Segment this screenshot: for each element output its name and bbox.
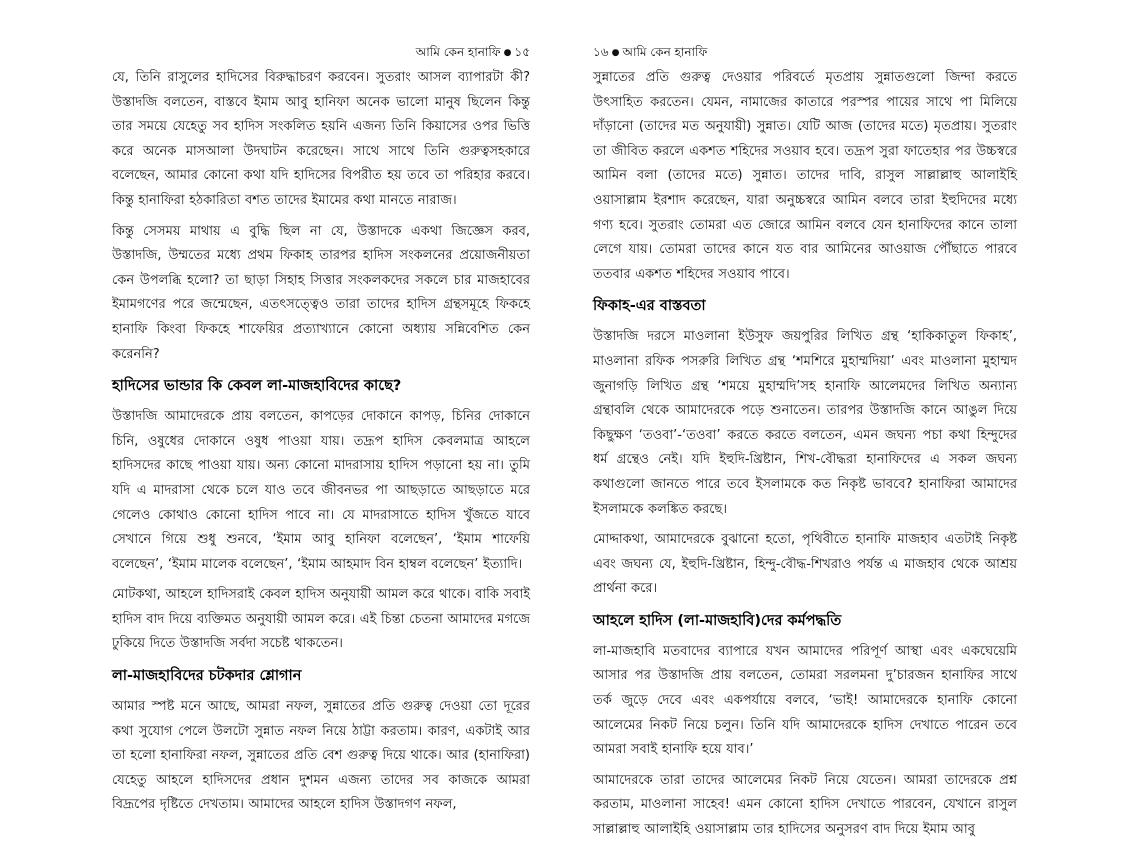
page-body — [112, 66, 530, 813]
book-title: আমি কেন হানাফি — [415, 45, 501, 59]
section-heading: ফিকাহ-এর বাস্তবতা — [593, 298, 706, 315]
running-head — [112, 44, 530, 61]
right-page — [593, 0, 1017, 838]
section-heading: আহলে হাদিস (লা-মাজহাবি)দের কর্মপদ্ধতি — [593, 612, 842, 629]
running-head — [593, 44, 1017, 61]
page-number: ১৫ — [514, 45, 530, 59]
paragraph: উস্তাদজি দরসে মাওলানা ইউসুফ জয়পুরির লিখিত গ্রন্থ ‘হাকিকাতুল ফিকাহ’, মাওলানা রফিক পসরুরি লিখিত গ্রন্থ ‘শমশিরে মুহাম্মদিয়া’ এবং মাওলানা মুহাম্মদ জুনাগড়ি লিখিত গ্রন্থ ‘শময়ে মুহাম্মদি’সহ হানাফি আলেমদের লিখিত অন্যান্য গ্রন্থাবলি থেকে আমাদেরকে পড়ে শুনাতেন। তারপর উস্তাদজি কানে আঙুল দিয়ে কিছুক্ষণ ‘তওবা’-‘তওবা’ করতে করতে বলতেন, এমন জঘন্য পচা কথা হিন্দুদের ধর্ম গ্রন্থেও নেই। যদি ইহুদি-খ্রিষ্টান, শিখ-বৌদ্ধরা হানাফিদের এ সকল জঘন্য কথাগুলো জানতে পারে তবে ইসলামকে কত নিকৃষ্ট ভাববে? হানাফিরা আমাদের ইসলামকে কলঙ্কিত করছে। — [593, 329, 1017, 517]
paragraph: যে, তিনি রাসুলের হাদিসের বিরুদ্ধাচরণ করবেন। সুতরাং আসল ব্যাপারটা কী? উস্তাদজি বলতেন, বাস্তবে ইমাম আবু হানিফা অনেক ভালো মানুষ ছিলেন কিন্তু তার সময়ে যেহেতু সব হাদিস সংকলিত হয়নি এজন্য তিনি কিয়াসের ওপর ভিত্তি করে অনেক মাসআলা উদঘাটন করেছেন। সাথে সাথে তিনি গুরুত্বসহকারে বলেছেন, আমার কোনো কথা যদি হাদিসের বিপরীত হয় তবে তা পরিহার করবে। কিন্তু হানাফিরা হঠকারিতা বশত তাদের ইমামের কথা মানতে নারাজ। — [112, 70, 530, 208]
section-heading: হাদিসের ভান্ডার কি কেবল লা-মাজহাবিদের কাছে? — [112, 378, 402, 395]
paragraph: মোদ্দাকথা, আমাদেরকে বুঝানো হতো, পৃথিবীতে হানাফি মাজহাব এতটাই নিকৃষ্ট এবং জঘন্য যে, ইহুদি-খ্রিষ্টান, হিন্দু-বৌদ্ধ-শিখরাও পর্যন্ত এ মাজহাব থেকে আশ্রয় প্রার্থনা করে। — [593, 532, 1017, 597]
paragraph: উস্তাদজি আমাদেরকে প্রায় বলতেন, কাপড়ের দোকানে কাপড়, চিনির দোকানে চিনি, ওষুধের দোকানে ওষুধ পাওয়া যায়। তদ্রূপ হাদিস কেবলমাত্র আহলে হাদিসদের কাছে পাওয়া যায়। অন্য কোনো মাদরাসায় হাদিস পড়ানো হয় না। তুমি যদি এ মাদরাসা থেকে চলে যাও তবে জীবনভর পা আছড়াতে আছড়াতে মরে গেলেও কোথাও কোনো হাদিস পাবে না। যে মাদরাসাতে হাদিস খুঁজতে যাবে সেখানে গিয়ে শুধু শুনবে, ‘ইমাম আবু হানিফা বলেছেন’, ‘ইমাম শাফেয়ি বলেছেন’, ‘ইমাম মালেক বলেছেন’, ‘ইমাম আহমাদ বিন হাম্বল বলেছেন’ ইত্যাদি। — [112, 409, 530, 572]
left-page — [112, 0, 530, 813]
book-title: আমি কেন হানাফি — [622, 45, 708, 59]
paragraph: মোটকথা, আহলে হাদিসরাই কেবল হাদিস অনুযায়ী আমল করে থাকে। বাকি সবাই হাদিস বাদ দিয়ে ব্যক্তিমত অনুযায়ী আমল করে। এই চিন্তা চেতনা আমাদের মগজে ঢুকিয়ে দিতে উস্তাদজি সর্বদা সচেষ্ট থাকতেন। — [112, 587, 530, 652]
paragraph: সুন্নাতের প্রতি গুরুত্ব দেওয়ার পরিবর্তে মৃতপ্রায় সুন্নাতগুলো জিন্দা করতে উৎসাহিত করতেন। যেমন, নামাজের কাতারে পরস্পর পায়ের সাথে পা মিলিয়ে দাঁড়ানো (তাদের মত অনুযায়ী) সুন্নাত। যেটি আজ (তাদের মতে) মৃতপ্রায়। সুতরাং তা জীবিত করলে একশত শহিদের সওয়াব হবে। তদ্রূপ সুরা ফাতেহার পর উচ্চস্বরে আমিন বলা (তাদের মতে) সুন্নাত। তাদের দাবি, রাসুল সাল্লাল্লাহু আলাইহি ওয়াসাল্লাম ইরশাদ করেছেন, যারা অনুচ্চস্বরে আমিন বলবে তারা ইহুদিদের মধ্যে গণ্য হবে। সুতরাং তোমরা এত জোরে আমিন বলবে যেন হানাফিদের কানে তালা লেগে যায়। তোমরা তাদের কানে যত বার আমিনের আওয়াজ পৌঁছাতে পারবে ততবার একশত শহিদের সওয়াব পাবে। — [593, 70, 1017, 282]
paragraph: লা-মাজহাবি মতবাদের ব্যাপারে যখন আমাদের পরিপূর্ণ আস্থা এবং একঘেয়েমি আসার পর উস্তাদজি প্রায় বলতেন, তোমরা সরলমনা দু’চারজন হানাফির সাথে তর্ক জুড়ে দেবে এবং একপর্যায়ে বলবে, ‘ভাই! আমাদেরকে হানাফি কোনো আলেমের নিকট নিয়ে চলুন। তিনি যদি আমাদেরকে হাদিস দেখাতে পারেন তবে আমরা সবাই হানাফি হয়ে যাব।’ — [593, 643, 1017, 758]
section-heading: লা-মাজহাবিদের চটকদার শ্লোগান — [112, 668, 302, 685]
paragraph: আমার স্পষ্ট মনে আছে, আমরা নফল, সুন্নাতের প্রতি গুরুত্ব দেওয়া তো দূরের কথা সুযোগ পেলে উলটো সুন্নাত নফল নিয়ে ঠাট্টা করতাম। কারণ, একটাই আর তা হলো হানাফিরা নফল, সুন্নাতের প্রতি বেশ গুরুত্ব দিয়ে থাকে। আর (হানাফিরা) যেহেতু আহলে হাদিসদের প্রধান দুশমন এজন্য তাদের সব কাজকে আমরা বিদ্রূপের দৃষ্টিতে দেখতাম। আমাদের আহলে হাদিস উস্তাদগণ নফল, — [112, 699, 530, 813]
page-number: ১৬ — [593, 45, 609, 59]
page-body — [593, 66, 1017, 838]
bullet: ● — [611, 48, 620, 58]
paragraph: কিন্তু সেসময় মাথায় এ বুদ্ধি ছিল না যে, উস্তাদকে একথা জিজ্ঞেস করব, উস্তাদজি, উম্মতের মধ্যে প্রথম ফিকাহ তারপর হাদিস সংকলনের প্রয়োজনীয়তা কেন উপলব্ধি হলো? তা ছাড়া সিহাহ সিত্তার সংকলকদের সকলে চার মাজহাবের ইমামগণের পরে জন্মেছেন, এতৎসত্ত্বেও তারা তাদের হাদিস গ্রন্থসমূহে ফিকহে হানাফি কিংবা ফিকহে শাফেয়ির প্রত্যাখ্যানে কোনো অধ্যায় সন্নিবেশিত কেন করেননি? — [112, 223, 530, 362]
bullet: ● — [503, 48, 512, 58]
paragraph: আমাদেরকে তারা তাদের আলেমের নিকট নিয়ে যেতেন। আমরা তাদেরকে প্রশ্ন করতাম, মাওলানা সাহেব! এমন কোনো হাদিস দেখাতে পারবেন, যেখানে রাসুল সাল্লাল্লাহু আলাইহি ওয়াসাল্লাম তার হাদিসের অনুসরণ বাদ দিয়ে ইমাম আবু — [593, 772, 1017, 838]
